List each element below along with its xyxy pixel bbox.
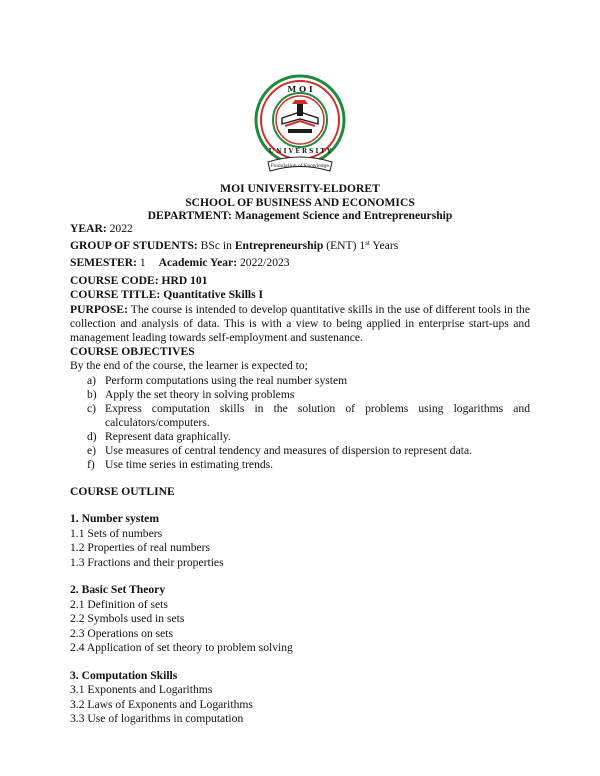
semester-value: 1	[139, 256, 146, 269]
section-item: 2.4 Application of set theory to problem solving	[70, 641, 293, 654]
objective-item: f) Use time series in estimating trends.	[87, 457, 274, 471]
group-label: GROUP OF STUDENTS:	[70, 238, 198, 252]
section-item: 3.3 Use of logarithms in computation	[70, 712, 244, 725]
document-header	[0, 182, 600, 223]
year-label: YEAR:	[70, 222, 107, 235]
semester-line	[70, 256, 530, 271]
outline-heading: COURSE OUTLINE	[70, 484, 175, 498]
motto-banner	[268, 157, 332, 171]
outline-section-set-theory	[70, 583, 530, 656]
academic-year-value: 2022/2023	[239, 256, 290, 269]
department-name: DEPARTMENT: Management Science and Entrepreneurship	[147, 209, 453, 222]
section-item: 1.3 Fractions and their properties	[70, 555, 224, 569]
year-value: 2022	[109, 222, 133, 235]
purpose-paragraph	[70, 303, 530, 345]
group-pre: BSc in	[200, 238, 232, 252]
course-title-value: Quantitative Skills I	[163, 288, 264, 301]
section-item: 2.3 Operations on sets	[70, 626, 174, 640]
section-item: 2.1 Definition of sets	[70, 597, 168, 611]
objectives-intro: By the end of the course, the learner is expected to;	[70, 359, 308, 372]
section-item: 2.2 Symbols used in sets	[70, 612, 185, 625]
objectives-heading: COURSE OBJECTIVES	[70, 344, 195, 358]
course-code: COURSE CODE: HRD 101	[70, 273, 208, 287]
group-line	[70, 239, 530, 254]
semester-label: SEMESTER:	[70, 256, 138, 269]
section-item: 3.1 Exponents and Logarithms	[70, 683, 213, 696]
group-program: Entrepreneurship	[234, 238, 324, 252]
purpose-text: The course is intended to develop quantitative skills in the use of different tools in the collection and analysis of data. This is with a view to being applied in enterprise start-ups and management leading towards self-employment and sustenance.	[70, 302, 530, 344]
group-post: Years	[372, 238, 399, 252]
objective-item: b) Apply the set theory in solving problems	[87, 387, 295, 401]
document-body	[70, 222, 530, 727]
objectives-list	[82, 374, 530, 472]
section-title: 3. Computation Skills	[70, 668, 178, 682]
school-name: SCHOOL OF BUSINESS AND ECONOMICS	[185, 195, 415, 209]
course-title-line	[70, 288, 530, 303]
section-title: 1. Number system	[70, 512, 159, 525]
section-item: 1.1 Sets of numbers	[70, 526, 163, 540]
group-ordinal: st	[365, 238, 370, 247]
group-abbr: (ENT) 1	[326, 238, 366, 252]
year-line	[70, 222, 530, 237]
outline-section-computation	[70, 669, 530, 727]
crest-ring-text: U N I V E R S I T Y	[268, 148, 332, 155]
section-item: 1.2 Properties of real numbers	[70, 541, 211, 554]
section-title: 2. Basic Set Theory	[70, 583, 166, 596]
section-item: 3.2 Laws of Exponents and Logarithms	[70, 697, 253, 711]
objective-item: a) Perform computations using the real number system	[87, 373, 348, 387]
university-name: MOI UNIVERSITY-ELDORET	[220, 182, 380, 195]
academic-year-label: Academic Year:	[158, 256, 238, 269]
objective-item: e) Use measures of central tendency and measures of dispersion to represent data.	[87, 443, 472, 457]
purpose-label: PURPOSE:	[70, 302, 128, 316]
outline-section-number-system	[70, 512, 530, 570]
university-crest-logo	[252, 74, 348, 178]
objective-item: d) Represent data graphically.	[87, 429, 231, 443]
objective-item: c) Express computation skills in the solution of problems using logarithms and calculators/computers.	[87, 401, 530, 429]
course-title-label: COURSE TITLE:	[70, 288, 161, 301]
motto-text: Foundation of Knowledge	[270, 164, 330, 169]
crest-top-text: M O I	[287, 84, 313, 94]
